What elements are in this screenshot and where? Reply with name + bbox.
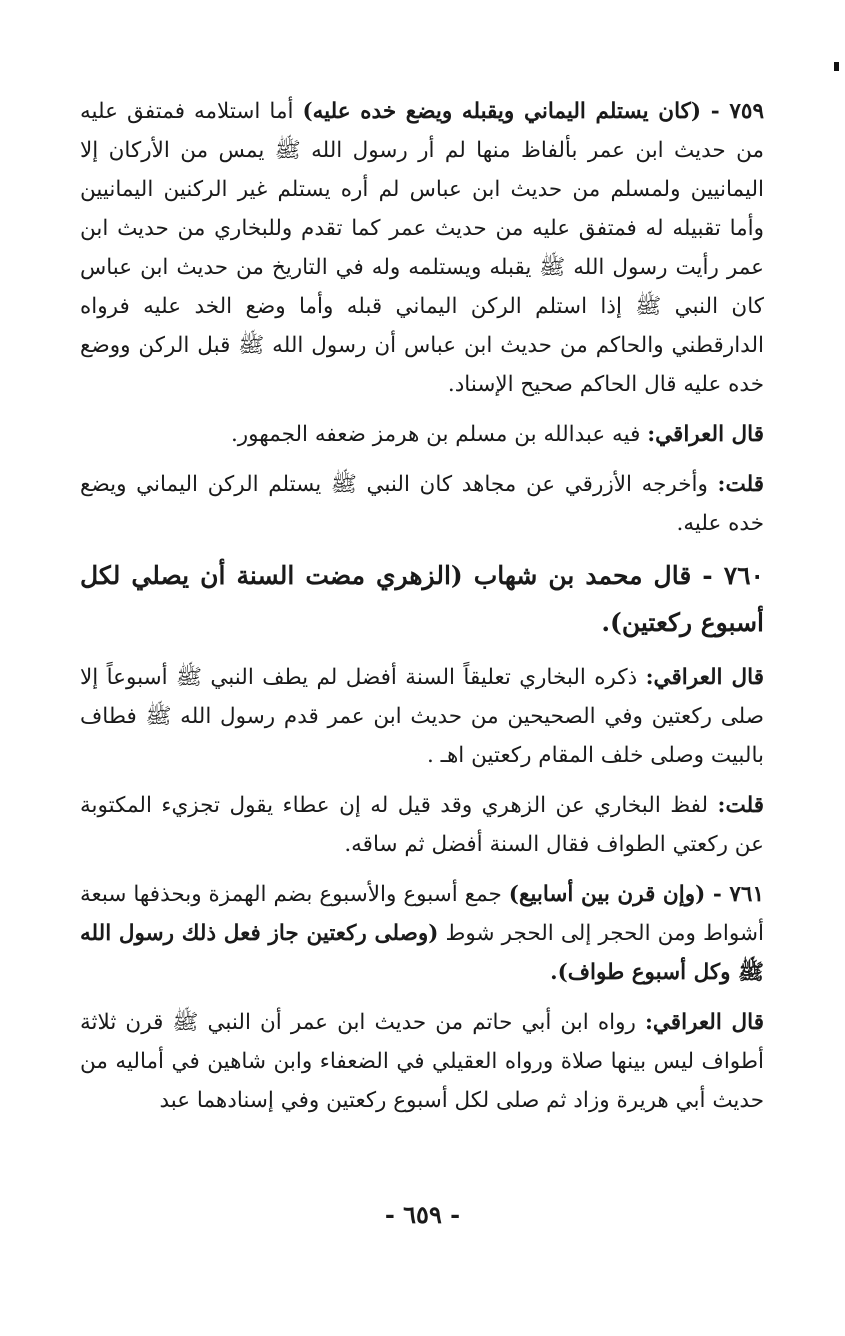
comment-text: رواه ابن أبي حاتم من حديث ابن عمر أن النبي ﷺ قرن ثلاثة أطواف ليس بينها صلاة ورواه العقيلي في الضعفاء وابن شاهين في أماليه من حديث أبي هريرة وزاد ثم صلى لكل أسبوع ركعتين وفي إسنادهما عبد — [80, 1010, 764, 1113]
author-note — [80, 465, 764, 543]
entry-heading: ٧٦٠ - قال محمد بن شهاب (الزهري مضت السنة أن يصلي لكل أسبوع ركعتين). — [80, 561, 764, 637]
entry-759 — [80, 92, 764, 404]
entry-text-bold: (وصلى ركعتين جاز فعل ذلك رسول الله ﷺ وكل أسبوع طواف). — [80, 921, 764, 985]
entry-heading: ٧٥٩ - (كان يستلم اليماني ويقبله ويضع خده عليه) — [302, 99, 764, 124]
entry-heading: ٧٦١ - (وإن قرن بين أسابيع) — [508, 882, 764, 907]
comment-text: فيه عبدالله بن مسلم بن هرمز ضعفه الجمهور. — [230, 422, 648, 447]
note-label: قلت: — [717, 793, 764, 818]
note-text: وأخرجه الأزرقي عن مجاهد كان النبي ﷺ يستلم الركن اليماني ويضع خده عليه. — [80, 472, 764, 536]
comment-label: قال العراقي: — [645, 665, 764, 690]
iraqi-comment — [80, 1003, 764, 1120]
comment-text: ذكره البخاري تعليقاً السنة أفضل لم يطف النبي ﷺ أسبوعاً إلا صلى ركعتين وفي الصحيحين من حديث ابن عمر قدم رسول الله ﷺ فطاف بالبيت وصلى خلف المقام ركعتين اهـ . — [80, 665, 764, 768]
note-label: قلت: — [717, 472, 764, 497]
page-edge-mark — [834, 62, 839, 71]
entry-text: جمع أسبوع والأسبوع بضم الهمزة وبحذفها سبعة أشواط ومن الحجر إلى الحجر شوط — [80, 882, 764, 946]
iraqi-comment — [80, 415, 764, 454]
comment-label: قال العراقي: — [644, 1010, 764, 1035]
entry-text: أما استلامه فمتفق عليه من حديث ابن عمر بألفاظ منها لم أر رسول الله ﷺ يمس من الأركان إلا اليمانيين ولمسلم من حديث ابن عباس لم أره يستلم غير الركنين اليمانيين وأما تقبيله له فمتفق عليه من حديث عمر كما تقدم وللبخاري من حديث ابن عمر رأيت رسول الله ﷺ يقبله ويستلمه وله في التاريخ من حديث ابن عباس كان النبي ﷺ إذا استلم الركن اليماني قبله وأما وضع الخد عليه فرواه الدارقطني والحاكم من حديث ابن عباس أن رسول الله ﷺ قبل الركن ووضع خده عليه قال الحاكم صحيح الإسناد. — [80, 99, 764, 397]
comment-label: قال العراقي: — [647, 422, 764, 447]
iraqi-comment — [80, 658, 764, 775]
page-number: - ٦٥٩ - — [384, 1200, 461, 1229]
page-body — [80, 92, 764, 1120]
note-text: لفظ البخاري عن الزهري وقد قيل له إن عطاء يقول تجزيء المكتوبة عن ركعتي الطواف فقال السنة أفضل ثم ساقه. — [80, 793, 764, 857]
author-note — [80, 786, 764, 864]
entry-760 — [80, 552, 764, 646]
entry-761 — [80, 875, 764, 992]
